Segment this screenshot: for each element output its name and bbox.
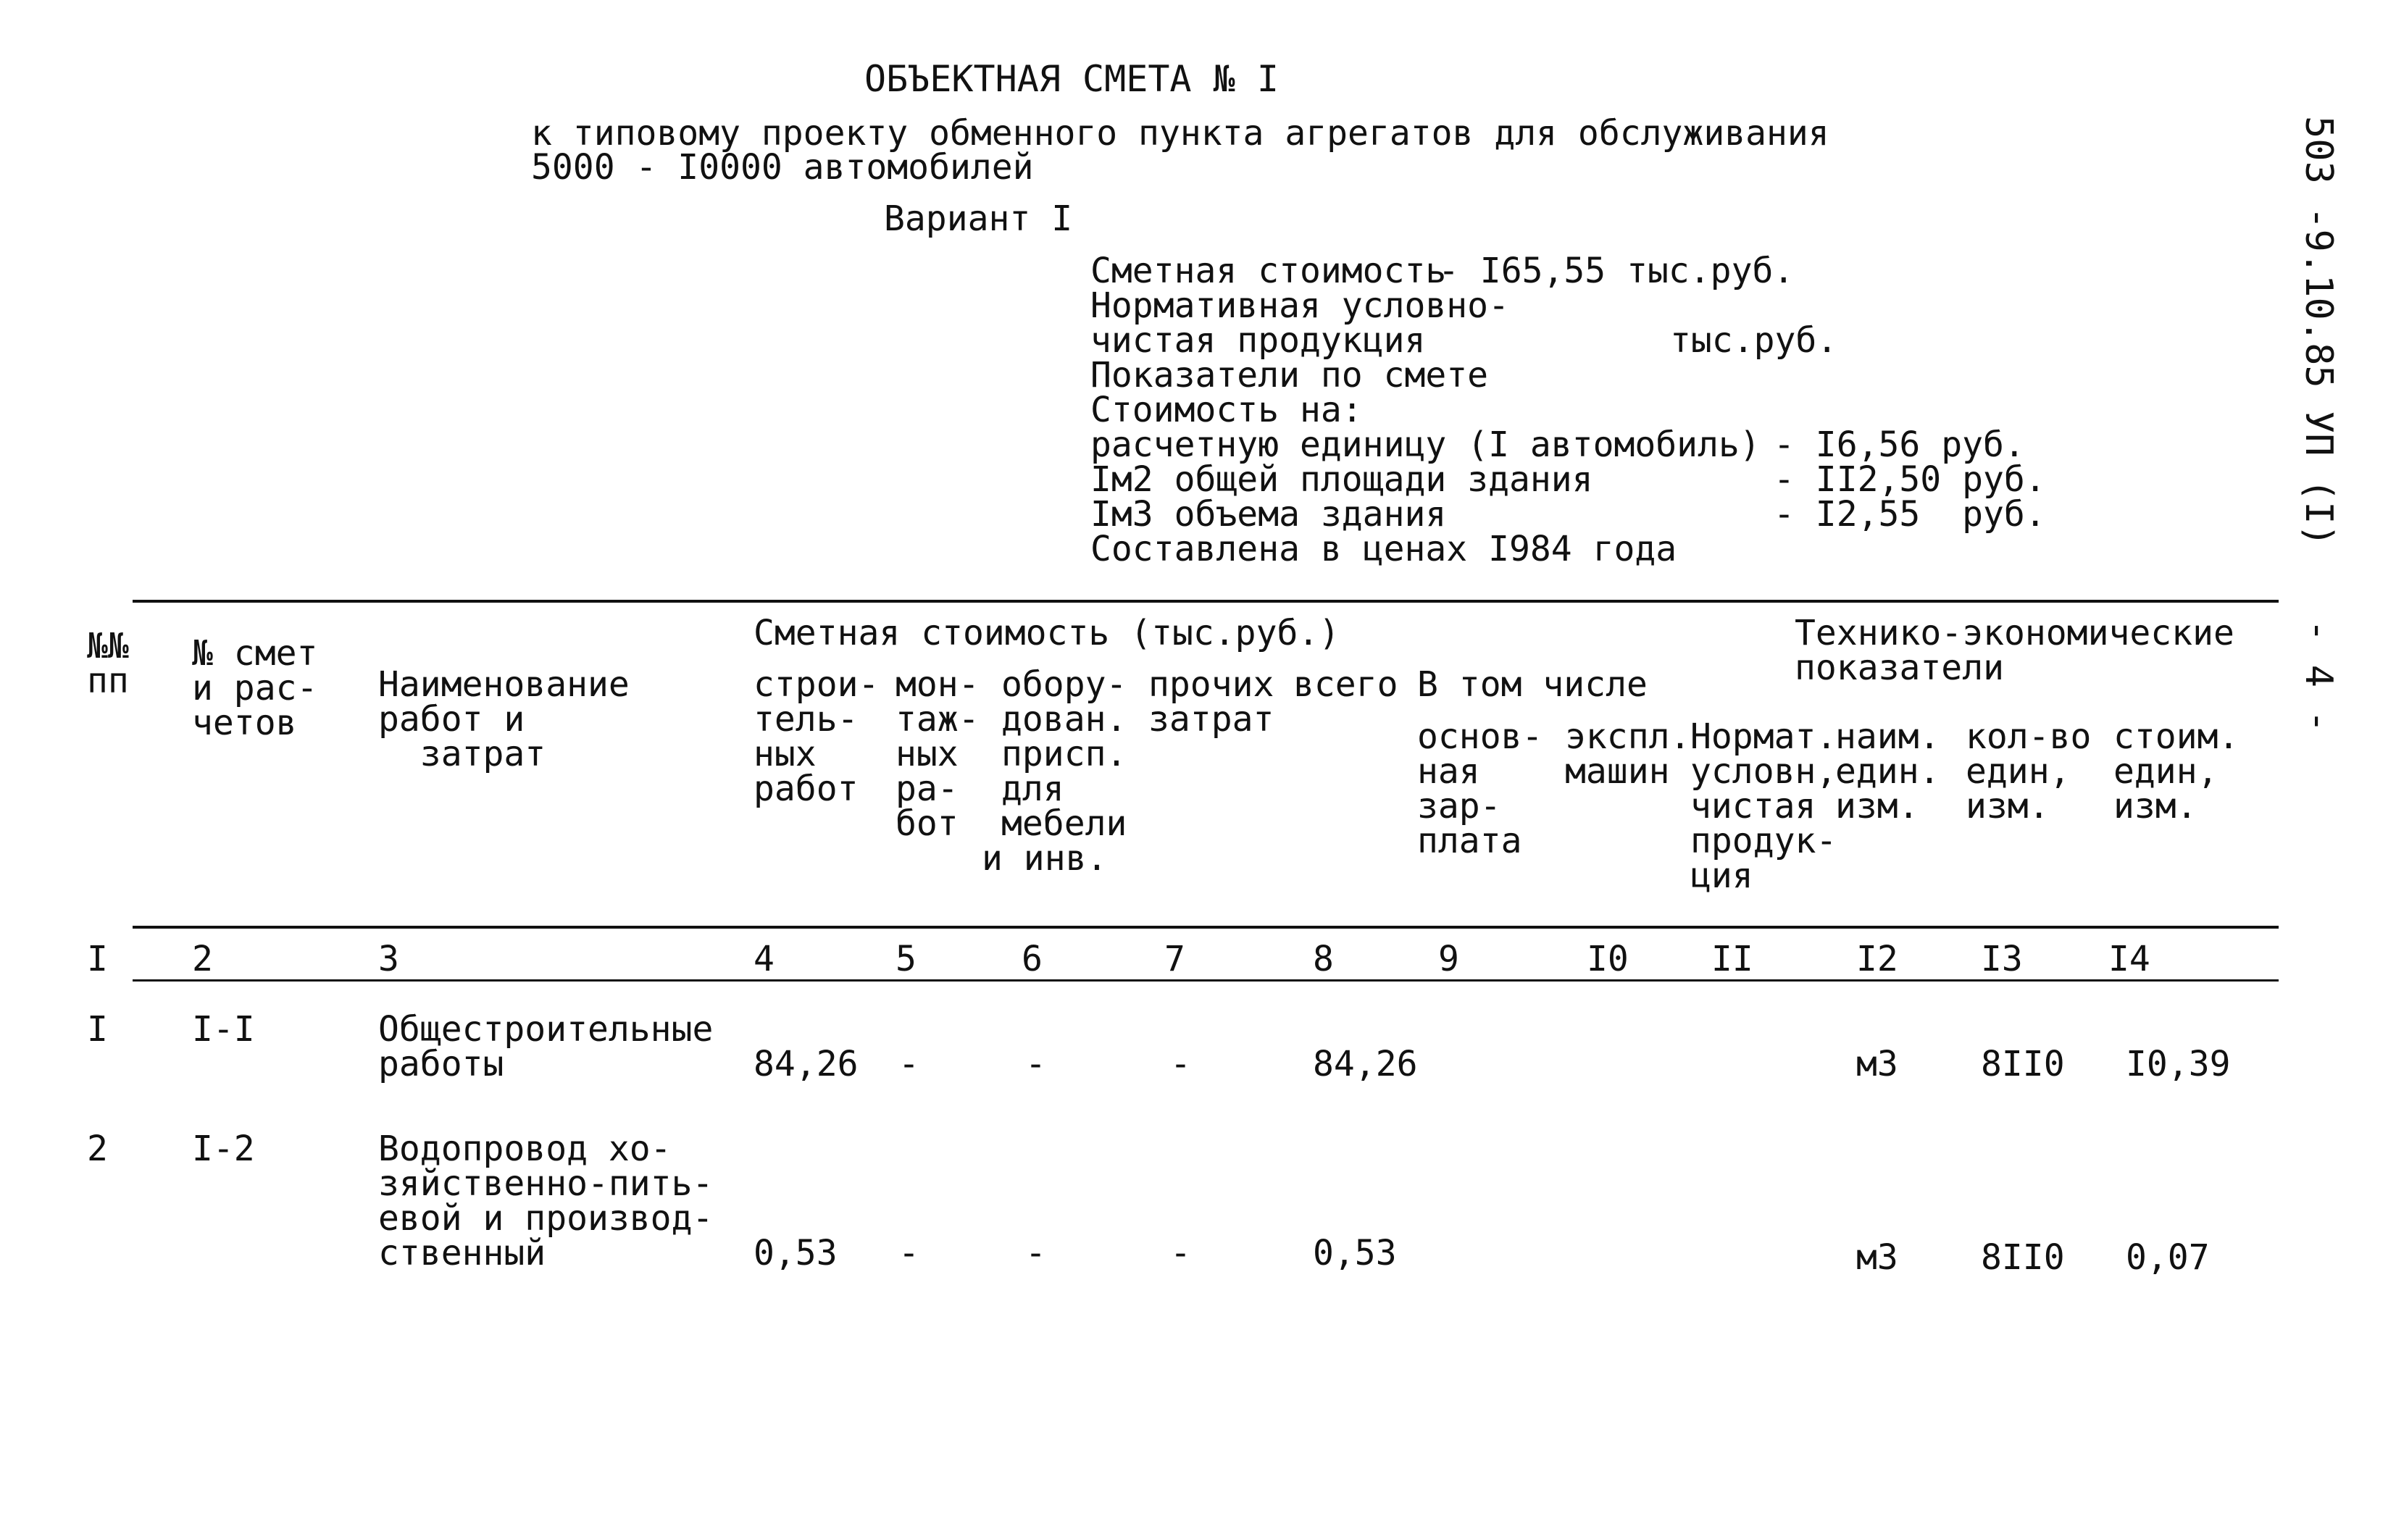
estimate-ref: I-I xyxy=(192,1009,255,1050)
column-number: I4 xyxy=(2108,939,2150,979)
header-col3-line3: затрат xyxy=(378,734,546,774)
header-col9-line1: основ- xyxy=(1417,716,1543,757)
header-col9-line3: зар- xyxy=(1417,786,1501,827)
column-number: 8 xyxy=(1313,939,1334,979)
row-number: I xyxy=(87,1009,108,1050)
row-number: 2 xyxy=(87,1129,108,1169)
header-col6-line2: дован. xyxy=(1001,699,1127,740)
header-group-tech-line2: показатели xyxy=(1795,648,2004,688)
total-cost: 0,53 xyxy=(1313,1233,1397,1273)
header-col6-line5: мебели xyxy=(1001,803,1127,844)
header-col9-line4: плата xyxy=(1417,821,1522,861)
header-col1-line2: пп xyxy=(87,661,129,701)
header-col7-line1: прочих xyxy=(1148,664,1274,705)
normative-product-label-2: чистая продукция xyxy=(1090,320,1426,361)
column-number: 5 xyxy=(896,939,917,979)
table-header-rule xyxy=(133,926,2279,929)
normative-product-label-1: Нормативная условно- xyxy=(1090,285,1509,326)
work-name-line: работы xyxy=(378,1044,504,1084)
header-col3-line1: Наименование xyxy=(378,664,630,705)
table-top-rule xyxy=(133,600,2279,603)
installation-cost: - xyxy=(898,1044,919,1084)
column-number: I3 xyxy=(1981,939,2023,979)
column-number: I2 xyxy=(1856,939,1898,979)
header-col5-line3: ных xyxy=(896,734,959,774)
equipment-cost: - xyxy=(1025,1233,1046,1273)
header-col11-line5: ция xyxy=(1690,855,1753,896)
header-col6-line4: для xyxy=(1001,769,1064,809)
header-col11-line3: чистая xyxy=(1690,786,1816,827)
column-number: 4 xyxy=(754,939,775,979)
estimated-cost-value: - I65,55 тыс.руб. xyxy=(1438,251,1795,291)
unit-of-measure: м3 xyxy=(1856,1044,1898,1084)
column-number: I xyxy=(87,939,108,979)
header-col2-line3: четов xyxy=(192,703,297,743)
document-title: ОБЪЕКТНАЯ СМЕТА № I xyxy=(864,58,1279,100)
work-name-line: Общестроительные xyxy=(378,1009,714,1050)
work-name-line: ственный xyxy=(378,1233,546,1273)
column-number: 7 xyxy=(1164,939,1185,979)
header-col8: всего xyxy=(1293,664,1398,705)
header-group-including: В том числе xyxy=(1417,664,1648,705)
header-col11-line4: продук- xyxy=(1690,821,1837,861)
work-name-line: Водопровод хо- xyxy=(378,1129,672,1169)
header-col11-line2: условн, xyxy=(1690,751,1837,792)
header-col9-line2: ная xyxy=(1417,751,1480,792)
total-cost: 84,26 xyxy=(1313,1044,1418,1084)
header-col12-line3: изм. xyxy=(1835,786,1919,827)
header-col10-line1: экспл. xyxy=(1565,716,1691,757)
per-m3-value: - I2,55 руб. xyxy=(1774,494,2046,535)
header-col12-line2: един. xyxy=(1835,751,1940,792)
other-cost: - xyxy=(1170,1233,1191,1273)
header-col10-line2: машин xyxy=(1565,751,1670,792)
per-m2-value: - II2,50 руб. xyxy=(1774,459,2046,500)
equipment-cost: - xyxy=(1025,1044,1046,1084)
header-group-tech-line1: Технико-экономические xyxy=(1795,613,2234,653)
estimated-cost-label: Сметная стоимость xyxy=(1090,251,1447,291)
construction-cost: 0,53 xyxy=(754,1233,838,1273)
unit-cost: 0,07 xyxy=(2126,1237,2210,1278)
estimate-ref: I-2 xyxy=(192,1129,255,1169)
column-number: 6 xyxy=(1022,939,1043,979)
unit-cost: I0,39 xyxy=(2126,1044,2231,1084)
header-col13-line3: изм. xyxy=(1966,786,2050,827)
cost-on-label: Стоимость на: xyxy=(1090,390,1363,430)
prices-note: Составлена в ценах I984 года xyxy=(1090,529,1677,569)
header-col7-line2: затрат xyxy=(1148,699,1274,740)
header-col14-line3: изм. xyxy=(2113,786,2197,827)
per-m3-label: Iм3 объема здания xyxy=(1090,494,1447,535)
header-col4-line1: строи- xyxy=(754,664,880,705)
header-col5-line2: таж- xyxy=(896,699,980,740)
column-number: 3 xyxy=(378,939,399,979)
header-col3-line2: работ и xyxy=(378,699,525,740)
header-col6-line6: и инв. xyxy=(982,838,1108,879)
header-group-cost: Сметная стоимость (тыс.руб.) xyxy=(754,613,1340,653)
column-number: 9 xyxy=(1438,939,1459,979)
construction-cost: 84,26 xyxy=(754,1044,859,1084)
per-m2-label: Iм2 общей площади здания xyxy=(1090,459,1593,500)
unit-quantity: 8II0 xyxy=(1981,1237,2065,1278)
header-col1-line1: №№ xyxy=(87,626,129,666)
per-unit-value: - I6,56 руб. xyxy=(1774,424,2025,465)
variant-label: Вариант I xyxy=(884,198,1073,239)
header-col2-line1: № смет xyxy=(192,633,318,674)
header-col5-line5: бот xyxy=(896,803,959,844)
other-cost: - xyxy=(1170,1044,1191,1084)
header-col4-line4: работ xyxy=(754,769,859,809)
document-subtitle-line1: к типовому проекту обменного пункта агрегатов для обслуживания xyxy=(531,113,1829,154)
header-col4-line2: тель- xyxy=(754,699,859,740)
column-numbers-rule xyxy=(133,979,2279,982)
unit-quantity: 8II0 xyxy=(1981,1044,2065,1084)
header-col13-line1: кол-во xyxy=(1966,716,2092,757)
header-col6-line3: присп. xyxy=(1001,734,1127,774)
unit-of-measure: м3 xyxy=(1856,1237,1898,1278)
header-col2-line2: и рас- xyxy=(192,668,318,708)
work-name-line: евой и производ- xyxy=(378,1198,714,1239)
indicators-label: Показатели по смете xyxy=(1090,355,1489,396)
header-col12-line1: наим. xyxy=(1835,716,1940,757)
installation-cost: - xyxy=(898,1233,919,1273)
column-number: 2 xyxy=(192,939,213,979)
column-number: II xyxy=(1711,939,1753,979)
page-number: - 4 - xyxy=(2297,619,2340,733)
header-col14-line1: стоим. xyxy=(2113,716,2240,757)
document-code: 503 -9.10.85 УП (I) xyxy=(2297,116,2340,547)
header-col5-line1: мон- xyxy=(896,664,980,705)
header-col14-line2: един, xyxy=(2113,751,2218,792)
per-unit-label: расчетную единицу (I автомобиль) xyxy=(1090,424,1761,465)
normative-product-unit: тыс.руб. xyxy=(1670,320,1838,361)
work-name-line: зяйственно-пить- xyxy=(378,1163,714,1204)
document-subtitle-line2: 5000 - I0000 автомобилей xyxy=(531,147,1034,188)
header-col5-line4: ра- xyxy=(896,769,959,809)
header-col4-line3: ных xyxy=(754,734,817,774)
header-col11-line1: Нормат. xyxy=(1690,716,1837,757)
column-number: I0 xyxy=(1587,939,1629,979)
header-col6-line1: обору- xyxy=(1001,664,1127,705)
header-col13-line2: един, xyxy=(1966,751,2071,792)
